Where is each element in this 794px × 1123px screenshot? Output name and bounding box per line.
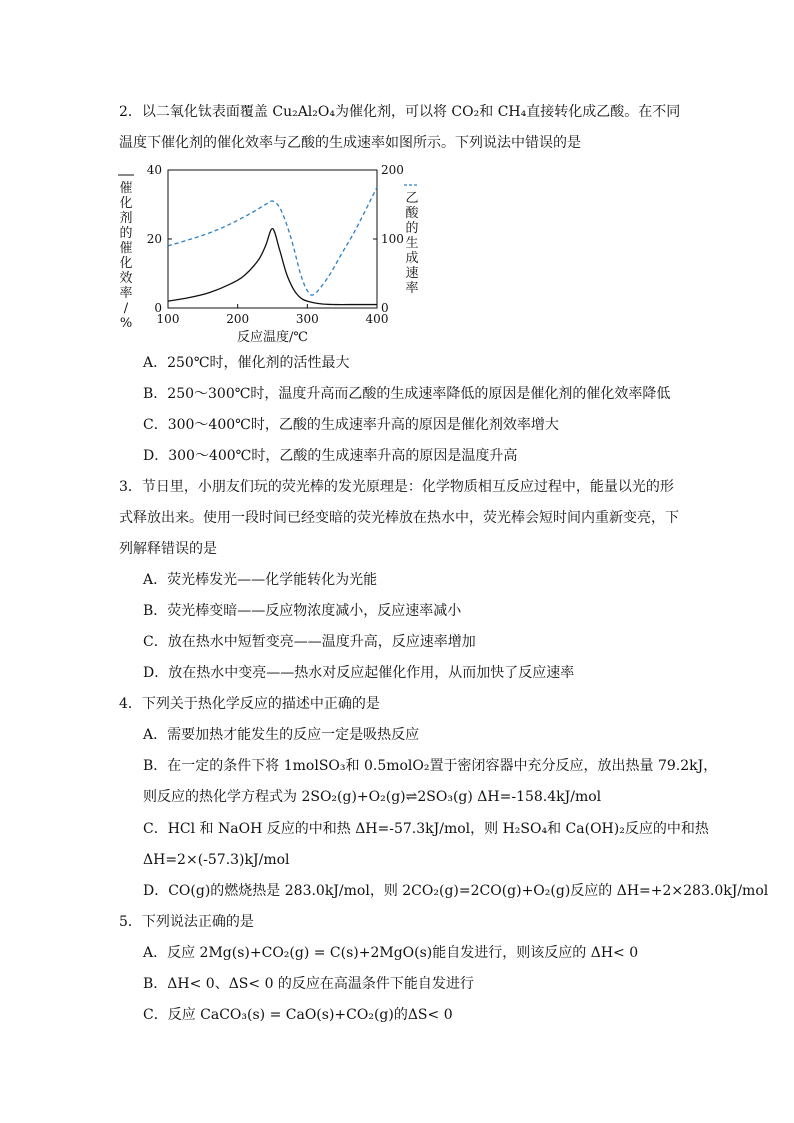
q5-stem: 5．下列说法正确的是: [119, 914, 254, 930]
q4-option-d: D．CO(g)的燃烧热是 283.0kJ/mol，则 2CO₂(g)=2CO(g)+O₂(g)反应的 ΔH=+2×283.0kJ/mol: [143, 883, 769, 899]
q2-option-a: A．250℃时，催化剂的活性最大: [143, 355, 350, 371]
q4-stem: 4．下列关于热化学反应的描述中正确的是: [119, 696, 380, 712]
q2-stem-line1: 2．以二氧化钛表面覆盖 Cu₂Al₂O₄为催化剂，可以将 CO₂和 CH₄直接转化成乙酸。在不同: [119, 104, 681, 120]
q2-option-d: D．300～400℃时，乙酸的生成速率升高的原因是温度升高: [143, 448, 518, 464]
q2-option-b: B．250～300℃时，温度升高而乙酸的生成速率降低的原因是催化剂的催化效率降低: [143, 386, 671, 402]
q3-option-d: D．放在热水中变亮——热水对反应起催化作用，从而加快了反应速率: [143, 665, 575, 681]
q3-stem-line2: 式释放出来。使用一段时间已经变暗的荧光棒放在热水中，荧光棒会短时间内重新变亮，下: [119, 510, 679, 526]
y-left-tick-label: 40: [146, 163, 162, 177]
y-right-axis-label: 乙酸的生成速率: [405, 191, 419, 296]
catalytic-efficiency-series-line: [168, 229, 377, 305]
plot-frame: [168, 170, 377, 308]
x-tick-label: 100: [156, 312, 180, 326]
q3-option-b: B．荧光棒变暗——反应物浓度减小，反应速率减小: [143, 603, 462, 619]
q4-option-b-line2: 则反应的热化学方程式为 2SO₂(g)+O₂(g)⇌2SO₃(g) ΔH=-158.4kJ/mol: [143, 789, 602, 805]
q4-option-c-line2: ΔH=2×(-57.3)kJ/mol: [143, 852, 290, 868]
q4-option-b-line1: B．在一定的条件下将 1molSO₃和 0.5molO₂置于密闭容器中充分反应，放出热量 79.2kJ，: [143, 758, 718, 774]
q5-option-a: A．反应 2Mg(s)+CO₂(g) = C(s)+2MgO(s)能自发进行，则该反应的 ΔH< 0: [143, 945, 639, 961]
catalyst-chart: [112, 158, 419, 345]
y-right-tick-label: 0: [381, 301, 389, 315]
x-axis-label: 反应温度/℃: [237, 330, 308, 345]
y-left-tick-label: 0: [154, 301, 162, 315]
y-right-tick-label: 100: [381, 232, 404, 246]
q5-option-c: C．反应 CaCO₃(s) = CaO(s)+CO₂(g)的ΔS< 0: [143, 1007, 453, 1023]
q4-option-a: A．需要加热才能发生的反应一定是吸热反应: [143, 727, 420, 743]
y-right-tick-label: 200: [381, 163, 404, 177]
q3-option-c: C．放在热水中短暂变亮——温度升高，反应速率增加: [143, 634, 476, 650]
q2-stem-line2: 温度下催化剂的催化效率与乙酸的生成速率如图所示。下列说法中错误的是: [119, 135, 581, 151]
x-tick-label: 300: [295, 312, 319, 326]
q4-option-c-line1: C．HCl 和 NaOH 反应的中和热 ΔH=-57.3kJ/mol，则 H₂SO₄和 Ca(OH)₂反应的中和热: [143, 821, 709, 837]
x-tick-label: 200: [226, 312, 250, 326]
q3-stem-line3: 列解释错误的是: [119, 541, 217, 557]
x-tick-label: 400: [365, 312, 389, 326]
y-left-tick-label: 20: [146, 232, 162, 246]
y-left-axis-label: 催化剂的催化效率/ %: [119, 181, 133, 331]
acetic-acid-rate-series-line: [168, 187, 377, 295]
q3-stem-line1: 3．节日里，小朋友们玩的荧光棒的发光原理是：化学物质相互反应过程中，能量以光的形: [119, 479, 674, 495]
q5-option-b: B．ΔH< 0、ΔS< 0 的反应在高温条件下能自发进行: [143, 976, 474, 992]
q2-option-c: C．300～400℃时，乙酸的生成速率升高的原因是催化剂效率增大: [143, 417, 559, 433]
q3-option-a: A．荧光棒发光——化学能转化为光能: [143, 572, 378, 588]
